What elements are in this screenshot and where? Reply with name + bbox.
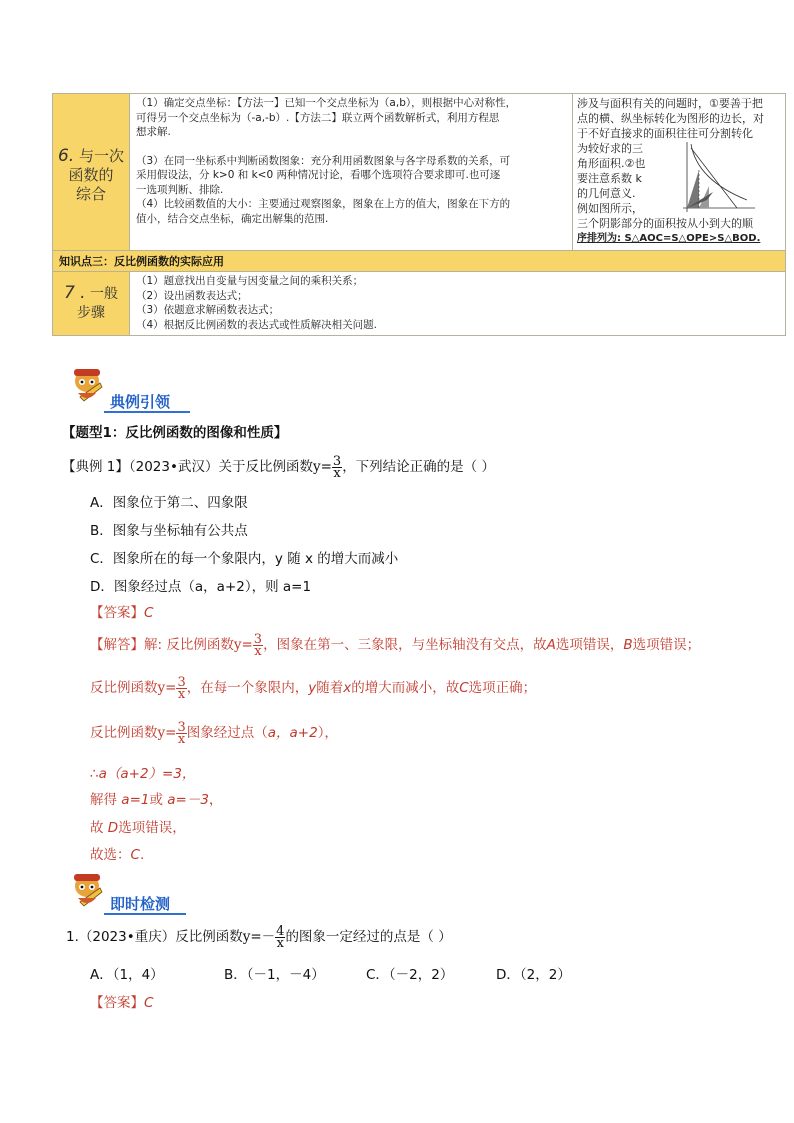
right-line: 于不好直接求的面积往往可分割转化 xyxy=(577,127,753,140)
test-heading: 即时检测 xyxy=(110,895,171,913)
sol-text: 故 xyxy=(90,820,108,836)
section3-row xyxy=(53,251,786,272)
sol-text: a，a+2 xyxy=(267,725,318,741)
row6-line: （1）确定交点坐标：【方法一】已知一个交点坐标为（a,b），则根据中心对称性， xyxy=(136,97,517,109)
answer-label: 【答案】 xyxy=(90,995,144,1011)
right-line: 要注意系数 k xyxy=(577,172,642,185)
row6-line: （4）比较函数值的大小：主要通过观察图象，图象在上方的值大，图象在下方的 xyxy=(136,198,511,210)
knowledge-table xyxy=(52,93,786,336)
fraction xyxy=(332,453,342,481)
row7-title-2: 步骤 xyxy=(77,305,105,321)
sol-text: 故选： xyxy=(90,847,131,863)
right-line: 例如图所示， xyxy=(577,202,643,215)
pencil-mascot-icon xyxy=(70,365,106,409)
frac-den: x xyxy=(276,935,284,951)
fraction xyxy=(176,719,186,747)
example-heading: 典例引领 xyxy=(110,393,171,411)
sol-text: C xyxy=(459,680,469,696)
solution-line-2 xyxy=(90,676,536,700)
test-option-a: A．（1，4） xyxy=(90,967,164,983)
sol-text: 图象经过点（ xyxy=(186,725,268,741)
row6-line: 采用假设法，分 k>0 和 k<0 两种情况讨论，看哪个选项符合要求即可.也可逐 xyxy=(136,169,501,181)
example-heading-underline xyxy=(104,411,190,413)
sol-text: 选项正确； xyxy=(468,680,537,696)
row6-content xyxy=(130,94,573,251)
sol-text: a=－3 xyxy=(167,792,209,808)
sol-text: 反比例函数 xyxy=(90,725,158,741)
frac-den: x xyxy=(333,465,341,481)
sol-text: 选项错误； xyxy=(632,637,701,653)
fraction xyxy=(176,674,186,702)
sol-text: ，图象在第一、三象限，与坐标轴没有交点，故 xyxy=(263,637,547,653)
row6-num: 6. xyxy=(57,145,75,166)
y-eq: y= xyxy=(157,680,177,696)
section3-title: 知识点三：反比例函数的实际应用 xyxy=(53,251,786,272)
test-question xyxy=(66,925,452,949)
pencil-mascot-icon xyxy=(70,870,106,914)
row6-line: 想求解. xyxy=(136,126,171,138)
row6-right xyxy=(573,94,786,251)
frac-num: 3 xyxy=(177,674,186,690)
row7-line: （4）根据反比例函数的表达式或性质解决相关问题. xyxy=(136,318,378,331)
row7-title-cell xyxy=(53,272,130,336)
row7-content xyxy=(130,272,786,336)
sol-text: y xyxy=(308,680,317,696)
frac-den: x xyxy=(177,731,186,747)
test-heading-underline xyxy=(104,913,186,915)
frac-num: 3 xyxy=(332,453,342,469)
frac-num: 3 xyxy=(253,631,263,647)
sol-text: A xyxy=(546,637,556,653)
row6-title-3: 综合 xyxy=(75,184,106,203)
row-7 xyxy=(53,272,786,336)
test-option-c: C．（－2，2） xyxy=(366,967,454,983)
answer-value: C xyxy=(144,605,154,621)
sol-text: 或 xyxy=(149,792,168,808)
frac-den: x xyxy=(177,686,186,702)
frac-den: x xyxy=(254,643,262,659)
row7-title-1: 一般 xyxy=(90,286,119,302)
sol-text: C xyxy=(130,847,140,863)
solution-line-1 xyxy=(90,633,700,657)
solution-line-4: ∴a（a+2）=3， xyxy=(90,766,196,782)
row7-line: （2）设出函数表达式； xyxy=(136,289,248,302)
sol-text: 的增大而减小，故 xyxy=(351,680,460,696)
solution-line-6 xyxy=(90,816,186,836)
solution-line-5 xyxy=(90,788,222,808)
sol-text: ， xyxy=(208,792,223,808)
frac-num: 4 xyxy=(276,923,285,939)
test-answer-line xyxy=(90,991,153,1011)
right-line: 角形面积.②也 xyxy=(577,157,646,170)
sol-text: ）， xyxy=(317,725,338,741)
sol-text: 随着 xyxy=(316,680,344,696)
diagram-figure xyxy=(677,140,757,215)
question-text: 【典例 1】（2023•武汉）关于反比例函数 xyxy=(62,459,313,475)
sol-text: 解: 反比例函数 xyxy=(144,637,234,653)
type-title: 【题型1：反比例函数的图像和性质】 xyxy=(62,425,288,441)
row6-line: 可得另一个交点坐标为（-a,-b）.【方法二】联立两个函数解析式，利用方程思 xyxy=(136,111,500,124)
option-c: C．图象所在的每一个象限内，y 随 x 的增大而减小 xyxy=(90,551,399,567)
right-line: 的几何意义. xyxy=(577,187,636,200)
row7-num: 7 . xyxy=(63,283,86,303)
test-option-b: B．（－1，－4） xyxy=(224,967,325,983)
row6-title-2: 函数的 xyxy=(68,165,114,184)
sol-text: ，在每一个象限内， xyxy=(186,680,309,696)
row6-line: 一选项判断、排除. xyxy=(136,183,224,196)
right-line: 三个阴影部分的面积按从小到大的顺 xyxy=(577,217,753,230)
row7-line: （3）依题意求解函数表达式； xyxy=(136,304,280,316)
frac-num: 3 xyxy=(177,719,186,735)
option-a: A．图象位于第二、四象限 xyxy=(90,495,248,511)
row7-line: （1）题意找出自变量与因变量之间的乘积关系； xyxy=(136,275,364,287)
solution-line-3 xyxy=(90,721,338,745)
sol-text: . xyxy=(139,847,145,863)
example-question xyxy=(62,455,495,479)
row-6 xyxy=(53,94,786,251)
sol-text: 解得 xyxy=(90,792,122,808)
sol-text: 选项错误， xyxy=(118,820,186,836)
option-d: D．图象经过点（a，a+2），则 a=1 xyxy=(90,579,312,595)
right-line: 为较好求的三 xyxy=(577,142,643,155)
y-eq: y= xyxy=(312,459,332,475)
answer-label: 【答案】 xyxy=(90,605,144,621)
sol-text: B xyxy=(623,637,633,653)
sol-text: x xyxy=(343,680,352,696)
right-line-last: 序排列为: S△AOC=S△OPE>S△BOD. xyxy=(577,233,761,244)
right-line: 涉及与面积有关的问题时，①要善于把 xyxy=(577,97,763,110)
sol-text: D xyxy=(107,820,119,836)
row6-title-cell xyxy=(53,94,130,251)
sol-text: a=1 xyxy=(121,792,150,808)
jieda-label: 【解答】 xyxy=(90,637,144,653)
question-suffix: ，下列结论正确的是（ ） xyxy=(342,459,495,475)
question-text: 1.（2023•重庆）反比例函数 xyxy=(66,929,243,945)
question-suffix: 的图象一定经过的点是（ ） xyxy=(285,929,452,945)
y-eq: y= xyxy=(233,637,253,653)
sol-text: 选项错误， xyxy=(555,637,624,653)
y-eq: y= xyxy=(157,725,177,741)
fraction xyxy=(253,631,263,659)
y-eq: y=－ xyxy=(242,929,276,945)
row6-line: 值小，结合交点坐标，确定出解集的范围. xyxy=(136,212,329,225)
answer-line xyxy=(90,601,153,621)
solution-line-7 xyxy=(90,843,144,863)
row6-line: （3）在同一坐标系中判断函数图象：充分利用函数图象与各字母系数的关系，可 xyxy=(136,154,511,167)
sol-text: 反比例函数 xyxy=(90,680,158,696)
row6-title-1: 与一次 xyxy=(79,146,125,165)
right-line: 点的横、纵坐标转化为图形的边长，对 xyxy=(577,112,764,125)
fraction xyxy=(275,923,285,951)
option-b: B．图象与坐标轴有公共点 xyxy=(90,523,248,539)
answer-value: C xyxy=(144,995,154,1011)
test-option-d: D．（2，2） xyxy=(496,967,571,983)
